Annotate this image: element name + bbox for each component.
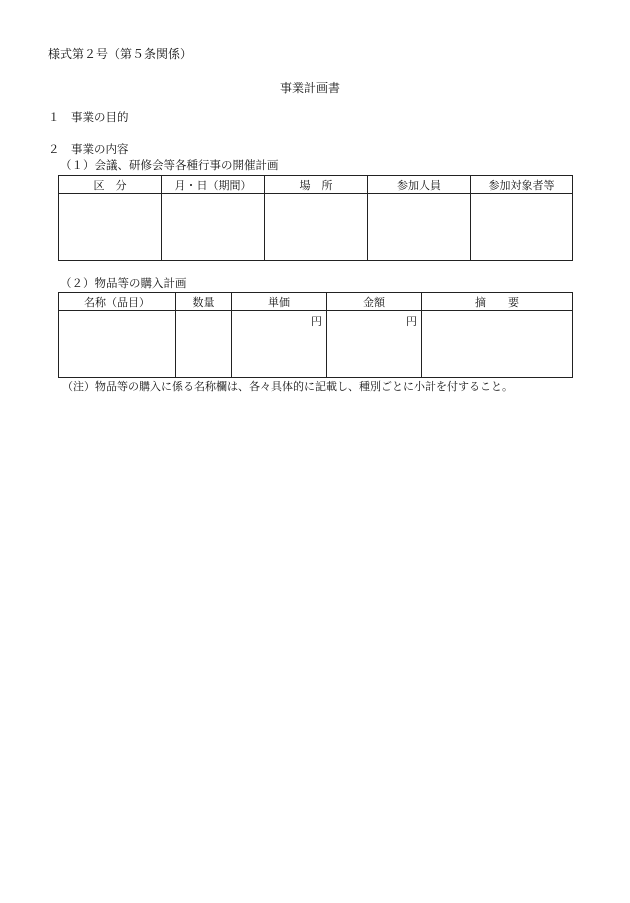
- amount-yen-suffix: 円: [327, 311, 422, 378]
- column-header-unit-price: 単価: [232, 293, 327, 311]
- table-header-row: [59, 176, 573, 194]
- column-header-participants: 参加人員: [368, 176, 471, 194]
- table-cell: [162, 194, 265, 261]
- page-title: 事業計画書: [280, 81, 341, 95]
- table-cell: [471, 194, 573, 261]
- column-header-category: 区 分: [59, 176, 162, 194]
- column-header-quantity: 数量: [176, 293, 232, 311]
- column-header-item-name: 名称（品目）: [59, 293, 176, 311]
- column-header-date: 月・日（期間）: [162, 176, 265, 194]
- table-cell: [368, 194, 471, 261]
- table-row: [59, 311, 573, 378]
- purchase-plan-table: [58, 292, 573, 378]
- column-header-remarks: 摘 要: [422, 293, 573, 311]
- table-header-row: [59, 293, 573, 311]
- table-cell: [59, 194, 162, 261]
- form-number: 様式第２号（第５条関係）: [48, 47, 193, 61]
- table-row: [59, 194, 573, 261]
- column-header-place: 場 所: [265, 176, 368, 194]
- footnote: （注）物品等の購入に係る名称欄は、各々具体的に記載し、種別ごとに小計を付すること。: [62, 380, 513, 393]
- events-plan-table: [58, 175, 573, 261]
- table-cell: [422, 311, 573, 378]
- section-purpose-heading: １ 事業の目的: [48, 110, 129, 124]
- column-header-amount: 金額: [327, 293, 422, 311]
- events-plan-heading: （１）会議、研修会等各種行事の開催計画: [60, 158, 279, 172]
- table-cell: [176, 311, 232, 378]
- table-cell: [59, 311, 176, 378]
- unit-price-yen-suffix: 円: [232, 311, 327, 378]
- purchase-plan-heading: （２）物品等の購入計画: [60, 276, 187, 290]
- table-cell: [265, 194, 368, 261]
- section-content-heading: ２ 事業の内容: [48, 142, 129, 156]
- column-header-target: 参加対象者等: [471, 176, 573, 194]
